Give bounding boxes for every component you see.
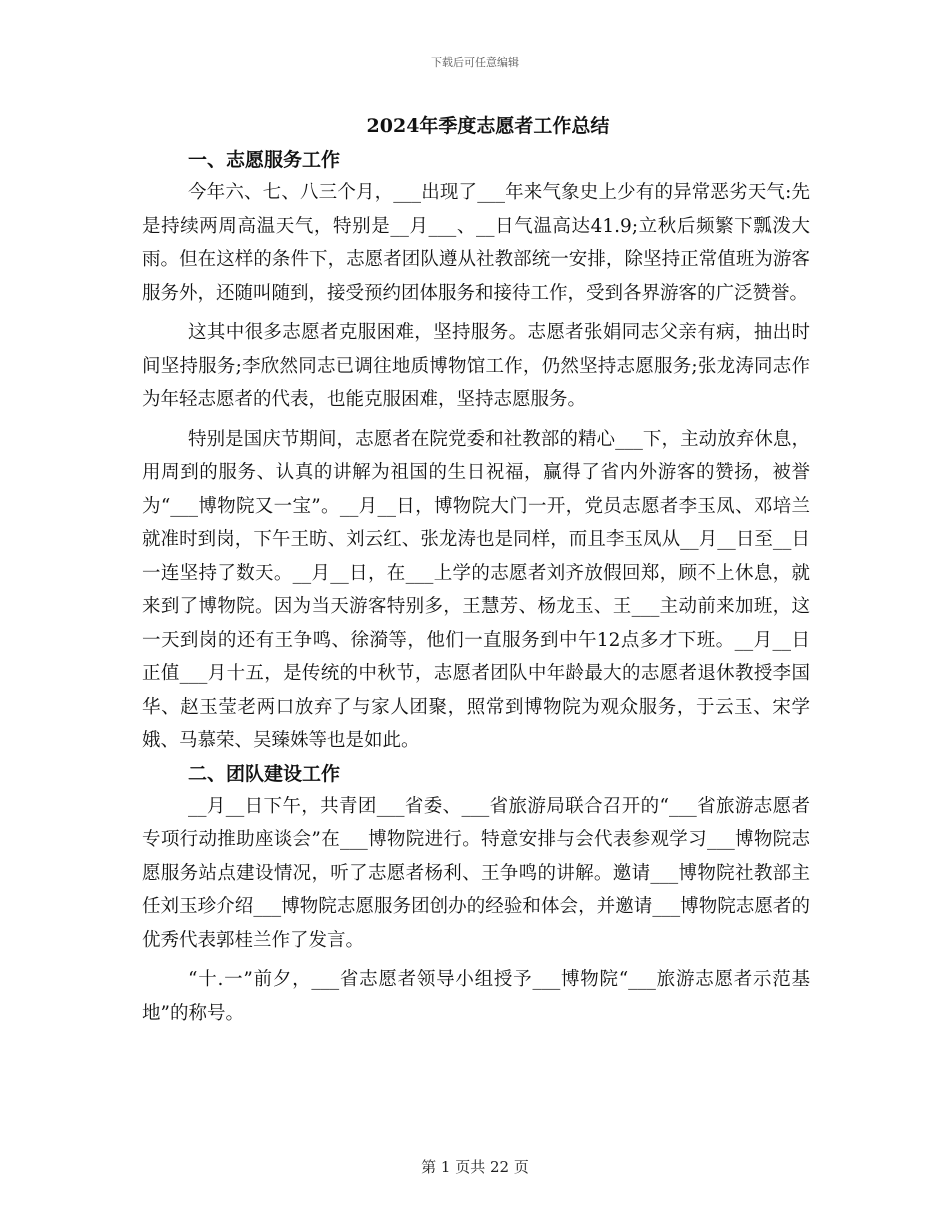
paragraph: “十.一”前夕，___省志愿者领导小组授予___博物院“___旅游志愿者示范基地”的称号。 <box>142 969 810 1024</box>
document-body <box>142 108 810 1030</box>
paragraph: 今年六、七、八三个月，___出现了___年来气象史上少有的异常恶劣天气:先是持续两周高温天气，特别是__月___、__日气温高达41.9;立秋后频繁下瓢泼大雨。但在这样的条件下，志愿者团队遵从社教部统一安排，除坚持正常值班为游客服务外，还随叫随到，接受预约团体服务和接待工作，受到各界游客的广泛赞誉。 <box>142 182 810 304</box>
paragraph: 特别是国庆节期间，志愿者在院党委和社教部的精心___下，主动放弃休息，用周到的服务、认真的讲解为祖国的生日祝福，赢得了省内外游客的赞扬，被誉为“___博物院又一宝”。__月__日，博物院大门一开，党员志愿者李玉凤、邓培兰就准时到岗，下午王昉、刘云红、张龙涛也是同样，而且李玉凤从__月__日至__日一连坚持了数天。__月__日，在___上学的志愿者刘齐放假回郑，顾不上休息，就来到了博物院。因为当天游客特别多，王慧芳、杨龙玉、王___主动前来加班，这一天到岗的还有王争鸣、徐漪等，他们一直服务到中午12点多才下班。__月__日正值___月十五，是传统的中秋节，志愿者团队中年龄最大的志愿者退休教授李国华、赵玉莹老两口放弃了与家人团聚，照常到博物院为观众服务，于云玉、宋学娥、马慕荣、吴臻姝等也是如此。 <box>142 428 810 751</box>
header-note: 下载后可任意编辑 <box>431 56 519 69</box>
page-number: 第 1 页共 22 页 <box>421 1158 529 1176</box>
paragraph: 这其中很多志愿者克服困难，坚持服务。志愿者张娟同志父亲有病，抽出时间坚持服务;李欣然同志已调往地质博物馆工作，仍然坚持志愿服务;张龙涛同志作为年轻志愿者的代表，也能克服困难，坚持志愿服务。 <box>142 322 810 410</box>
section-heading-team: 二、团队建设工作 <box>188 762 341 785</box>
paragraph: __月__日下午，共青团___省委、___省旅游局联合召开的“___省旅游志愿者专项行动推助座谈会”在___博物院进行。特意安排与会代表参观学习___博物院志愿服务站点建设情况，听了志愿者杨利、王争鸣的讲解。邀请___博物院社教部主任刘玉珍介绍___博物院志愿服务团创办的经验和体会，并邀请___博物院志愿者的优秀代表郭桂兰作了发言。 <box>142 795 810 951</box>
section-heading-service: 一、志愿服务工作 <box>188 149 341 171</box>
document-title: 2024年季度志愿者工作总结 <box>366 115 610 137</box>
